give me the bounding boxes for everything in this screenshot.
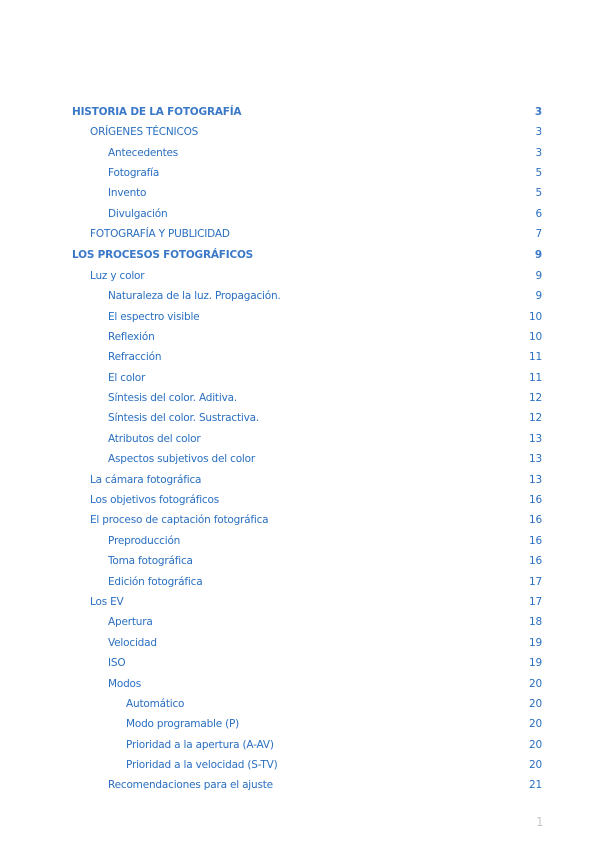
toc-entry-page-number[interactable]: 16 [529,555,542,568]
toc-entry-page-number[interactable]: 3 [535,126,542,139]
toc-entry-page-number[interactable]: 21 [529,779,542,792]
toc-entry[interactable] [72,531,542,551]
toc-entry-page-number[interactable]: 17 [529,575,542,588]
toc-entry-title[interactable]: Preproducción [108,534,181,547]
toc-entry[interactable] [72,469,542,489]
toc-entry[interactable] [72,327,542,347]
toc-entry-page-number[interactable]: 9 [534,248,542,261]
toc-entry[interactable] [72,244,542,265]
toc-entry-title[interactable]: Modos [108,677,142,690]
toc-entry-page-number[interactable]: 13 [529,453,542,466]
toc-entry-title[interactable]: HISTORIA DE LA FOTOGRAFÍA [72,105,242,118]
table-of-contents [72,101,542,796]
toc-entry[interactable] [72,694,542,714]
toc-entry-page-number[interactable]: 13 [529,473,542,486]
toc-entry-page-number[interactable]: 6 [535,207,542,220]
toc-entry-title[interactable]: FOTOGRAFÍA Y PUBLICIDAD [90,228,230,241]
toc-entry-title[interactable]: La cámara fotográfica [90,473,202,486]
toc-entry-title[interactable]: Divulgación [108,207,168,220]
toc-entry[interactable] [72,266,542,286]
toc-entry-page-number[interactable]: 3 [535,146,542,159]
toc-entry-page-number[interactable]: 5 [535,187,542,200]
toc-entry[interactable] [72,286,542,306]
toc-entry-title[interactable]: Reflexión [108,330,155,343]
toc-entry[interactable] [72,347,542,367]
toc-entry[interactable] [72,183,542,203]
toc-entry-page-number[interactable]: 16 [529,534,542,547]
toc-entry-title[interactable]: Aspectos subjetivos del color [108,453,255,466]
toc-entry-page-number[interactable]: 10 [529,330,542,343]
toc-entry-page-number[interactable]: 19 [529,636,542,649]
toc-entry[interactable] [72,510,542,530]
toc-entry-page-number[interactable]: 16 [529,514,542,527]
toc-entry-page-number[interactable]: 9 [535,290,542,303]
toc-entry-title[interactable]: Los objetivos fotográficos [90,494,220,507]
toc-entry-title[interactable]: Prioridad a la apertura (A-AV) [126,738,274,751]
toc-entry-title[interactable]: El proceso de captación fotográfica [90,514,269,527]
toc-entry-page-number[interactable]: 20 [529,759,542,772]
toc-entry-title[interactable]: Velocidad [108,636,157,649]
toc-entry[interactable] [72,142,542,162]
toc-entry-title[interactable]: Naturaleza de la luz. Propagación. [108,290,281,303]
toc-entry[interactable] [72,408,542,428]
toc-entry[interactable] [72,367,542,387]
toc-entry-title[interactable]: Prioridad a la velocidad (S-TV) [126,759,278,772]
toc-entry-title[interactable]: El espectro visible [108,310,200,323]
toc-entry[interactable] [72,204,542,224]
toc-entry[interactable] [72,306,542,326]
page-number: 1 [536,815,544,829]
toc-entry-title[interactable]: El color [108,371,146,384]
toc-entry-title[interactable]: Automático [126,697,185,710]
toc-entry[interactable] [72,224,542,244]
toc-entry-title[interactable]: Antecedentes [108,146,179,159]
toc-entry-title[interactable]: Edición fotográfica [108,575,203,588]
toc-entry-page-number[interactable]: 20 [529,697,542,710]
toc-entry-page-number[interactable]: 12 [529,392,542,405]
toc-entry-page-number[interactable]: 13 [529,432,542,445]
toc-entry[interactable] [72,673,542,693]
toc-entry-page-number[interactable]: 20 [529,718,542,731]
toc-entry-title[interactable]: ORÍGENES TÉCNICOS [90,126,199,139]
toc-entry-title[interactable]: Síntesis del color. Aditiva. [108,392,237,405]
toc-entry-title[interactable]: Invento [108,187,147,200]
toc-entry[interactable] [72,571,542,591]
toc-entry-title[interactable]: Toma fotográfica [108,555,193,568]
toc-entry[interactable] [72,755,542,775]
toc-entry[interactable] [72,101,542,122]
toc-entry-title[interactable]: Luz y color [90,269,145,282]
toc-entry[interactable] [72,490,542,510]
toc-entry-title[interactable]: Modo programable (P) [126,718,240,731]
toc-entry-page-number[interactable]: 19 [529,657,542,670]
toc-entry-title[interactable]: ISO [108,657,126,670]
toc-entry-title[interactable]: Síntesis del color. Sustractiva. [108,412,260,425]
toc-entry[interactable] [72,714,542,734]
toc-entry-page-number[interactable]: 10 [529,310,542,323]
toc-entry-title[interactable]: Apertura [108,616,153,629]
toc-entry-title[interactable]: Fotografía [108,167,160,180]
toc-entry[interactable] [72,551,542,571]
toc-entry-page-number[interactable]: 9 [535,269,542,282]
toc-entry-page-number[interactable]: 3 [534,105,542,118]
toc-entry-page-number[interactable]: 5 [535,167,542,180]
toc-entry-page-number[interactable]: 11 [529,351,542,364]
toc-entry-page-number[interactable]: 16 [529,494,542,507]
toc-entry[interactable] [72,388,542,408]
toc-entry-title[interactable]: Refracción [108,351,162,364]
toc-entry[interactable] [72,612,542,632]
toc-entry[interactable] [72,163,542,183]
toc-entry-title[interactable]: LOS PROCESOS FOTOGRÁFICOS [72,248,254,261]
toc-entry-page-number[interactable]: 20 [529,738,542,751]
toc-entry[interactable] [72,122,542,142]
toc-entry[interactable] [72,633,542,653]
toc-entry[interactable] [72,653,542,673]
toc-entry-title[interactable]: Recomendaciones para el ajuste [108,779,273,792]
toc-entry-page-number[interactable]: 7 [535,228,542,241]
toc-entry-page-number[interactable]: 12 [529,412,542,425]
toc-entry[interactable] [72,429,542,449]
toc-entry[interactable] [72,449,542,469]
toc-entry[interactable] [72,775,542,795]
toc-entry[interactable] [72,735,542,755]
toc-entry-title[interactable]: Los EV [90,595,124,608]
toc-entry-page-number[interactable]: 11 [529,371,542,384]
toc-entry[interactable] [72,592,542,612]
toc-entry-title[interactable]: Atributos del color [108,432,201,445]
toc-entry-page-number[interactable]: 17 [529,595,542,608]
toc-entry-page-number[interactable]: 20 [529,677,542,690]
toc-entry-page-number[interactable]: 18 [529,616,542,629]
